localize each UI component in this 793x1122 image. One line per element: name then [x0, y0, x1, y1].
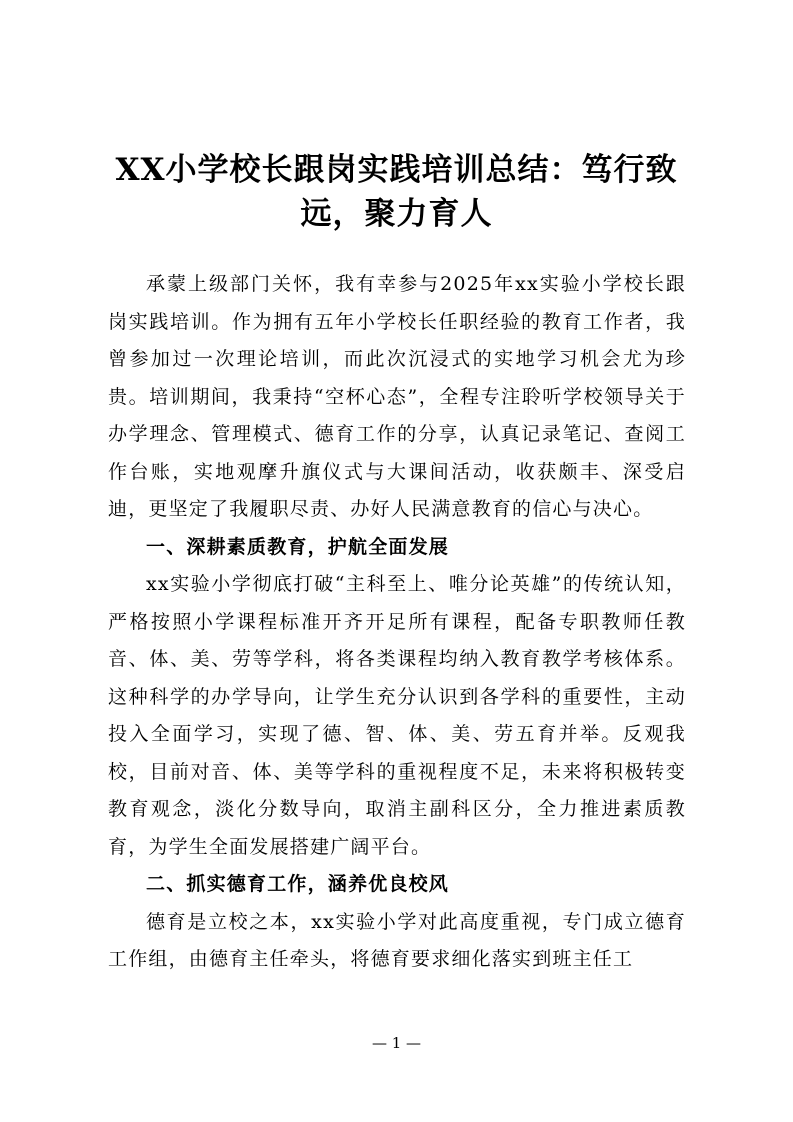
- section-2-paragraph: 德育是立校之本，xx实验小学对此高度重视，专门成立德育工作组，由德育主任牵头，将德育要求细化落实到班主任工: [108, 910, 686, 970]
- page-number: — 1 —: [371, 1034, 422, 1052]
- section-heading-2: 二、抓实德育工作，涵养优良校风: [146, 873, 450, 895]
- section-1-paragraph: xx实验小学彻底打破“主科至上、唯分论英雄”的传统认知，严格按照小学课程标准开齐开足所有课程，配备专职教师任教音、体、美、劳等学科，将各类课程均纳入教育教学考核体系。这种科学的办学导向，让学生充分认识到各学科的重要性，主动投入全面学习，实现了德、智、体、美、劳五育并举。反观我校，目前对音、体、美等学科的重视程度不足，未来将积极转变教育观念，淡化分数导向，取消主副科区分，全力推进素质教育，为学生全面发展搭建广阔平台。: [108, 573, 686, 858]
- section-heading-1: 一、深耕素质教育，护航全面发展: [146, 535, 450, 558]
- intro-paragraph: 承蒙上级部门关怀，我有幸参与2025年xx实验小学校长跟岗实践培训。作为拥有五年小学校长任职经验的教育工作者，我曾参加过一次理论培训，而此次沉浸式的实地学习机会尤为珍贵。培训期间，我秉持“空杯心态”，全程专注聆听学校领导关于办学理念、管理模式、德育工作的分享，认真记录笔记、查阅工作台账，实地观摩升旗仪式与大课间活动，收获颇丰、深受启迪，更坚定了我履职尽责、办好人民满意教育的信心与决心。: [108, 273, 686, 520]
- document-body: [108, 266, 686, 979]
- document-title: XX小学校长跟岗实践培训总结：笃行致远，聚力育人: [115, 152, 678, 232]
